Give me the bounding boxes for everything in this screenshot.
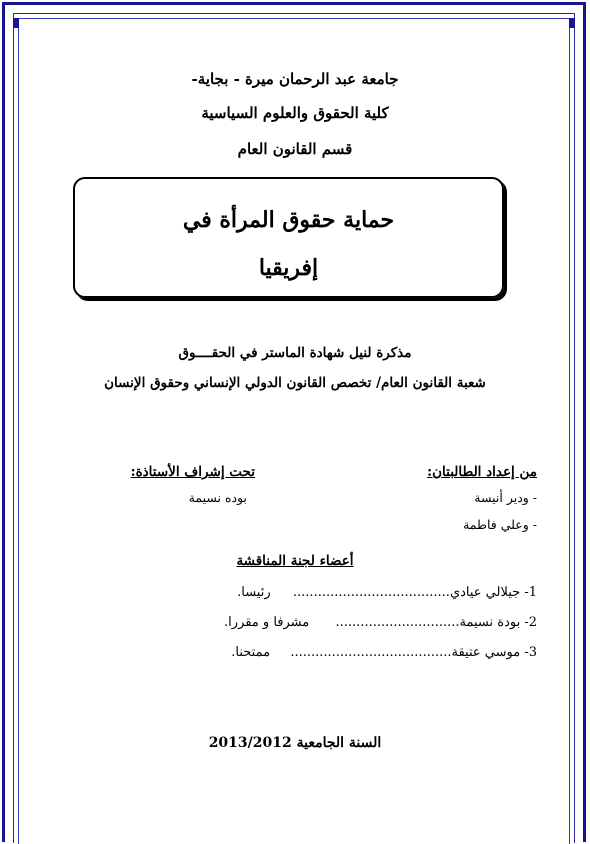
member-name: 3- موسي عتيقة: [451, 645, 537, 660]
academic-year: السنة الجامعية 2013/2012: [208, 735, 382, 751]
supervisor-heading: تحت إشراف الأستاذة:: [130, 464, 255, 480]
committee-member: [177, 585, 537, 615]
committee-heading: أعضاء لجنة المناقشة: [236, 553, 354, 569]
committee-member: [177, 645, 537, 675]
member-dots: ......................................: [292, 585, 450, 600]
member-role: ممتحنا.: [231, 645, 271, 660]
thesis-title-line-2: إفريقيا: [258, 255, 319, 281]
students-heading: من إعداد الطالبتان:: [427, 464, 537, 480]
specialization: شعبة القانون العام/ تخصص القانون الدولي الإنساني وحقوق الإنسان: [104, 375, 486, 391]
supervisor-name: بوده نسيمة: [188, 490, 247, 505]
member-dots: ..............................: [335, 615, 460, 630]
supervisor-section: [95, 464, 255, 505]
committee-list: [177, 585, 537, 675]
corner-ornament-left: [13, 18, 19, 28]
member-role: مشرفا و مقررا.: [224, 615, 310, 630]
member-dots: .......................................: [290, 645, 452, 660]
students-section: [337, 464, 537, 532]
committee-member: [177, 615, 537, 645]
member-name: 2- بودة نسيمة: [459, 615, 537, 630]
member-name: 1- جيلالي عيادي: [449, 585, 537, 600]
thesis-title-box: [73, 177, 504, 298]
thesis-title-line-1: حماية حقوق المرأة في: [182, 207, 395, 233]
department-name: قسم القانون العام: [237, 140, 353, 158]
degree-statement: مذكرة لنيل شهادة الماستر في الحقــــوق: [178, 345, 412, 361]
student-name: - ودير أنيسة: [474, 490, 537, 505]
faculty-name: كلية الحقوق والعلوم السياسية: [201, 104, 389, 122]
member-role: رئيسا.: [237, 585, 271, 600]
university-name: جامعة عبد الرحمان ميرة - بجاية-: [191, 70, 399, 88]
student-name: - وعلي فاطمة: [463, 517, 537, 532]
corner-ornament-right: [569, 18, 575, 28]
